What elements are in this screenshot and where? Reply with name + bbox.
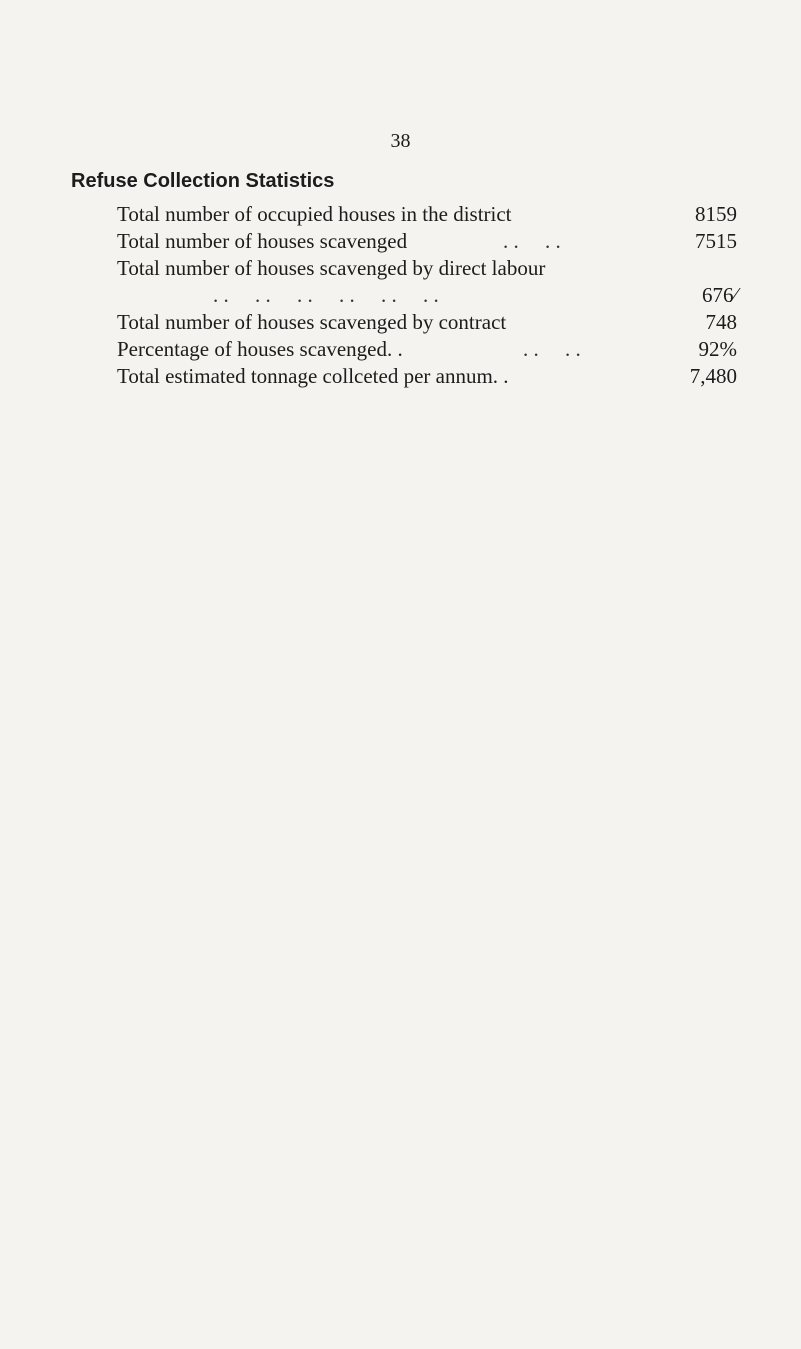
stat-label: Total number of occupied houses in the district xyxy=(117,202,512,226)
stat-label: Total number of houses scavenged by direct labour xyxy=(117,256,546,280)
stat-row-contract xyxy=(117,309,737,336)
leader-dots: . . . . . . . . . . . . xyxy=(213,283,439,307)
stat-row-houses-scavenged xyxy=(117,228,737,255)
stat-value: 676⁄ xyxy=(701,283,737,307)
section-title: Refuse Collection Statistics xyxy=(71,170,335,192)
stat-value: 7515 xyxy=(695,229,737,253)
stat-row-direct-labour xyxy=(117,255,737,309)
stat-value: 8159 xyxy=(695,202,737,226)
stat-label: Total number of houses scavenged by contract xyxy=(117,310,507,334)
stat-row-occupied-houses xyxy=(117,201,737,228)
stat-value: 92% xyxy=(698,337,737,361)
stat-label: Total number of houses scavenged xyxy=(117,229,408,253)
stat-label: Percentage of houses scavenged. . xyxy=(117,337,403,361)
stat-label: Total estimated tonnage collceted per annum. . xyxy=(117,364,509,388)
leader-dots: . . . . xyxy=(523,337,581,361)
statistics-table xyxy=(117,201,737,390)
stat-value: 7,480 xyxy=(689,364,737,388)
stat-row-tonnage xyxy=(117,363,737,390)
stat-value: 748 xyxy=(705,310,737,334)
page-number: 38 xyxy=(390,130,411,152)
stat-row-percentage xyxy=(117,336,737,363)
leader-dots: . . . . xyxy=(503,229,561,253)
